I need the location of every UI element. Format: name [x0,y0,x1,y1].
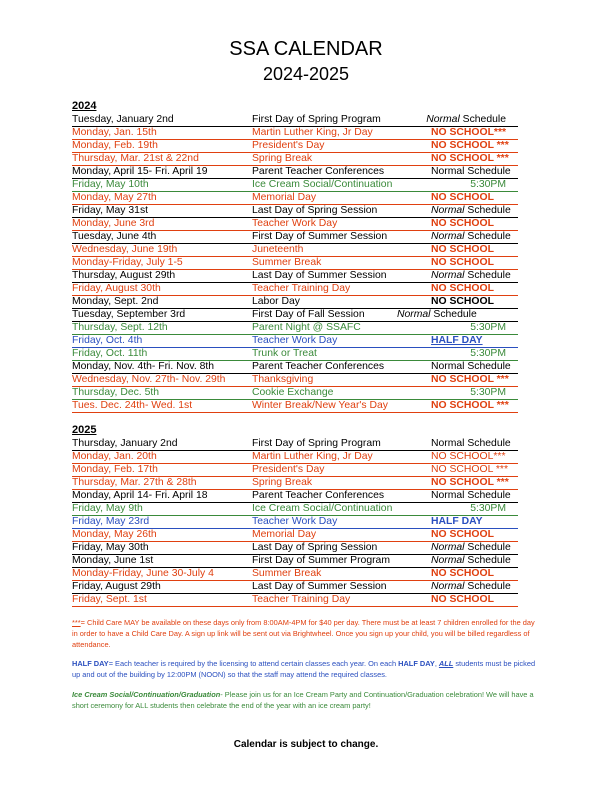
row-status: Normal Schedule [431,438,511,449]
calendar-row [72,126,518,140]
row-status-rest: Schedule [467,270,511,281]
calendar-row [72,593,518,607]
row-status: 5:30PM [470,179,506,190]
row-event: Memorial Day [252,529,317,540]
row-event: Summer Break [252,568,322,579]
row-date: Monday, May 27th [72,192,157,203]
row-status: NO SCHOOL [431,244,494,255]
calendar-row [72,152,518,166]
row-event: First Day of Summer Session [252,231,388,242]
row-status [431,230,511,243]
row-status: NO SCHOOL *** [431,400,509,411]
row-date: Friday, May 9th [72,503,143,514]
halfday-text2: students must be picked up and out of the building by 12:00PM (NOON) so that the staff may attend the required classes. [72,659,536,679]
row-date: Tuesday, January 2nd [72,114,174,125]
row-status: NO SCHOOL*** [431,127,507,138]
row-event: First Day of Spring Program [252,114,381,125]
row-date: Wednesday, June 19th [72,244,178,255]
row-event: Last Day of Spring Session [252,205,378,216]
calendar-row [72,269,518,283]
row-status-em: Normal [397,309,431,320]
row-date: Wednesday, Nov. 27th- Nov. 29th [72,374,226,385]
row-status-rest: Schedule [433,309,477,320]
row-status [431,269,511,282]
row-event: Summer Break [252,257,322,268]
row-event: Ice Cream Social/Continuation [252,503,393,514]
row-date: Tues. Dec. 24th- Wed. 1st [72,400,193,411]
row-status: NO SCHOOL [431,529,494,540]
row-event: Memorial Day [252,192,317,203]
row-status-em: Normal [431,555,465,566]
calendar-row [72,347,518,361]
row-status [431,554,511,567]
row-status-rest: Schedule [467,555,511,566]
footer-note: Calendar is subject to change. [233,739,379,750]
page-subtitle: 2024-2025 [262,64,350,84]
row-status: NO SCHOOL *** [431,140,509,151]
calendar-row [72,463,518,477]
calendar-row [72,165,518,179]
calendar-row [72,230,518,244]
row-date: Monday, April 15- Fri. April 19 [72,166,208,177]
row-date: Monday, Feb. 19th [72,140,158,151]
row-event: Labor Day [252,296,300,307]
row-date: Friday, Oct. 11th [72,348,148,359]
row-status: Normal Schedule [431,490,511,501]
row-event: Parent Teacher Conferences [252,166,385,177]
row-status: 5:30PM [470,348,506,359]
row-event: Parent Night @ SSAFC [252,322,361,333]
row-date: Thursday, Dec. 5th [72,387,160,398]
row-status: NO SCHOOL *** [431,477,509,488]
row-date: Thursday, Sept. 12th [72,322,168,333]
row-status: NO SCHOOL*** [431,451,506,462]
row-event: First Day of Summer Program [252,555,390,566]
icecream-text: - Please join us for an Ice Cream Party and Continuation/Graduation celebration! We will have a short ceremony for ALL students then celebrate the end of the year with an ice cream party! [72,690,534,710]
calendar-row [72,282,518,296]
row-event: First Day of Fall Session [252,309,365,320]
row-status-em: Normal [426,114,460,125]
row-event: Juneteenth [252,244,304,255]
row-date: Thursday, Mar. 21st & 22nd [72,153,199,164]
calendar-row [72,308,518,322]
row-event: Last Day of Summer Session [252,270,387,281]
row-status: 5:30PM [470,503,506,514]
row-status: NO SCHOOL [431,283,494,294]
year-heading: 2024 [72,100,97,112]
calendar-row [72,191,518,205]
row-event: Spring Break [252,477,313,488]
row-status: 5:30PM [470,322,506,333]
calendar-row [72,113,518,127]
row-event: Parent Teacher Conferences [252,490,385,501]
row-status: HALF DAY [431,516,483,527]
page-title: SSA CALENDAR [229,38,383,60]
row-status [426,113,506,126]
calendar-row [72,321,518,335]
row-date: Monday, June 1st [72,555,154,566]
row-status [431,541,511,554]
row-event: Thanksgiving [252,374,314,385]
calendar-row [72,476,518,490]
row-event: Parent Teacher Conferences [252,361,385,372]
calendar-row [72,243,518,257]
row-status [397,308,477,321]
row-status: NO SCHOOL [431,218,494,229]
row-date: Friday, May 31st [72,205,149,216]
calendar-row [72,360,518,374]
row-status: NO SCHOOL *** [431,464,508,475]
row-date: Friday, August 30th [72,283,161,294]
calendar-row [72,437,518,451]
row-event: Ice Cream Social/Continuation [252,179,393,190]
row-date: Monday, Jan. 20th [72,451,157,462]
childcare-mark: *** [72,618,81,627]
halfday-text1: = Each teacher is required by the licensing to attend certain classes each year. On each [108,659,399,668]
row-status: Normal Schedule [431,361,511,372]
calendar-row [72,178,518,192]
row-status [431,204,511,217]
row-date: Friday, August 29th [72,581,161,592]
row-date: Monday-Friday, June 30-July 4 [72,568,214,579]
calendar-row [72,139,518,153]
row-status-em: Normal [431,270,465,281]
row-event: Last Day of Summer Session [252,581,387,592]
row-status-rest: Schedule [467,581,511,592]
row-date: Tuesday, September 3rd [72,309,186,320]
row-status-rest: Schedule [467,231,511,242]
calendar-row [72,334,518,348]
row-status-em: Normal [431,581,465,592]
row-event: Teacher Work Day [252,218,338,229]
row-event: Trunk or Treat [252,348,317,359]
calendar-row [72,295,518,309]
row-status: NO SCHOOL *** [431,374,509,385]
row-status: 5:30PM [470,387,506,398]
row-status-em: Normal [431,205,465,216]
icecream-note [72,689,542,711]
calendar-row [72,217,518,231]
row-status-rest: Schedule [467,205,511,216]
row-event: Martin Luther King, Jr Day [252,451,373,462]
childcare-note [72,617,542,650]
row-date: Tuesday, June 4th [72,231,157,242]
row-date: Thursday, Mar. 27th & 28th [72,477,197,488]
row-date: Friday, Oct. 4th [72,335,143,346]
year-heading: 2025 [72,424,97,436]
row-event: First Day of Spring Program [252,438,381,449]
row-status-rest: Schedule [462,114,506,125]
row-date: Friday, Sept. 1st [72,594,147,605]
row-date: Thursday, January 2nd [72,438,178,449]
row-event: Teacher Work Day [252,335,338,346]
row-event: Teacher Work Day [252,516,338,527]
halfday-all: ALL [438,659,454,668]
row-date: Friday, May 30th [72,542,149,553]
row-status: HALF DAY [431,335,483,346]
row-event: Last Day of Spring Session [252,542,378,553]
calendar-row [72,567,518,581]
row-status [431,580,511,593]
row-date: Friday, May 23rd [72,516,150,527]
row-status-em: Normal [431,231,465,242]
halfday-label2: HALF DAY [398,659,435,668]
row-status: NO SCHOOL [431,192,494,203]
row-date: Monday, Nov. 4th- Fri. Nov. 8th [72,361,215,372]
row-date: Friday, May 10th [72,179,149,190]
calendar-row [72,489,518,503]
childcare-text: = Child Care MAY be available on these days only from 8:00AM-4PM for $40 per day. There must be at least 7 children enrolled for the day in order to have a Child Care Day. A sign up link will be sent out via Brightwheel. Once you sign up your child, you will be billed regardless of attendance. [72,618,535,649]
icecream-label: Ice Cream Social/Continuation/Graduation [72,690,221,699]
row-status: NO SCHOOL *** [431,153,509,164]
calendar-row [72,554,518,568]
row-status-em: Normal [431,542,465,553]
calendar-row [72,528,518,542]
row-date: Monday, May 26th [72,529,157,540]
row-status: Normal Schedule [431,166,511,177]
row-status: NO SCHOOL [431,594,494,605]
row-status-rest: Schedule [467,542,511,553]
row-event: Teacher Training Day [252,283,351,294]
calendar-row [72,399,518,413]
calendar-row [72,386,518,400]
row-event: Teacher Training Day [252,594,351,605]
calendar-row [72,515,518,529]
row-date: Monday-Friday, July 1-5 [72,257,183,268]
row-date: Thursday, August 29th [72,270,176,281]
row-event: President's Day [252,464,325,475]
calendar-row [72,541,518,555]
calendar-row [72,450,518,464]
row-status: NO SCHOOL [431,568,494,579]
row-date: Monday, Feb. 17th [72,464,158,475]
calendar-row [72,502,518,516]
row-date: Monday, Jan. 15th [72,127,157,138]
row-status: NO SCHOOL [431,296,494,307]
calendar-row [72,204,518,218]
row-event: Winter Break/New Year's Day [252,400,388,411]
halfday-label: HALF DAY [72,659,109,668]
calendar-row [72,580,518,594]
row-date: Monday, April 14- Fri. April 18 [72,490,208,501]
calendar-row [72,373,518,387]
row-event: President's Day [252,140,325,151]
row-event: Spring Break [252,153,313,164]
row-status: NO SCHOOL [431,257,494,268]
row-date: Monday, Sept. 2nd [72,296,159,307]
row-event: Cookie Exchange [252,387,334,398]
calendar-row [72,256,518,270]
row-date: Monday, June 3rd [72,218,155,229]
row-event: Martin Luther King, Jr Day [252,127,373,138]
halfday-note: HALF DAY= Each teacher is required by the licensing to attend certain classes each year. On each HALF DAY, ALL students must be picked up and out of the building by 12:00PM (NOON) so that the staff may attend the required classes. [72,659,536,679]
